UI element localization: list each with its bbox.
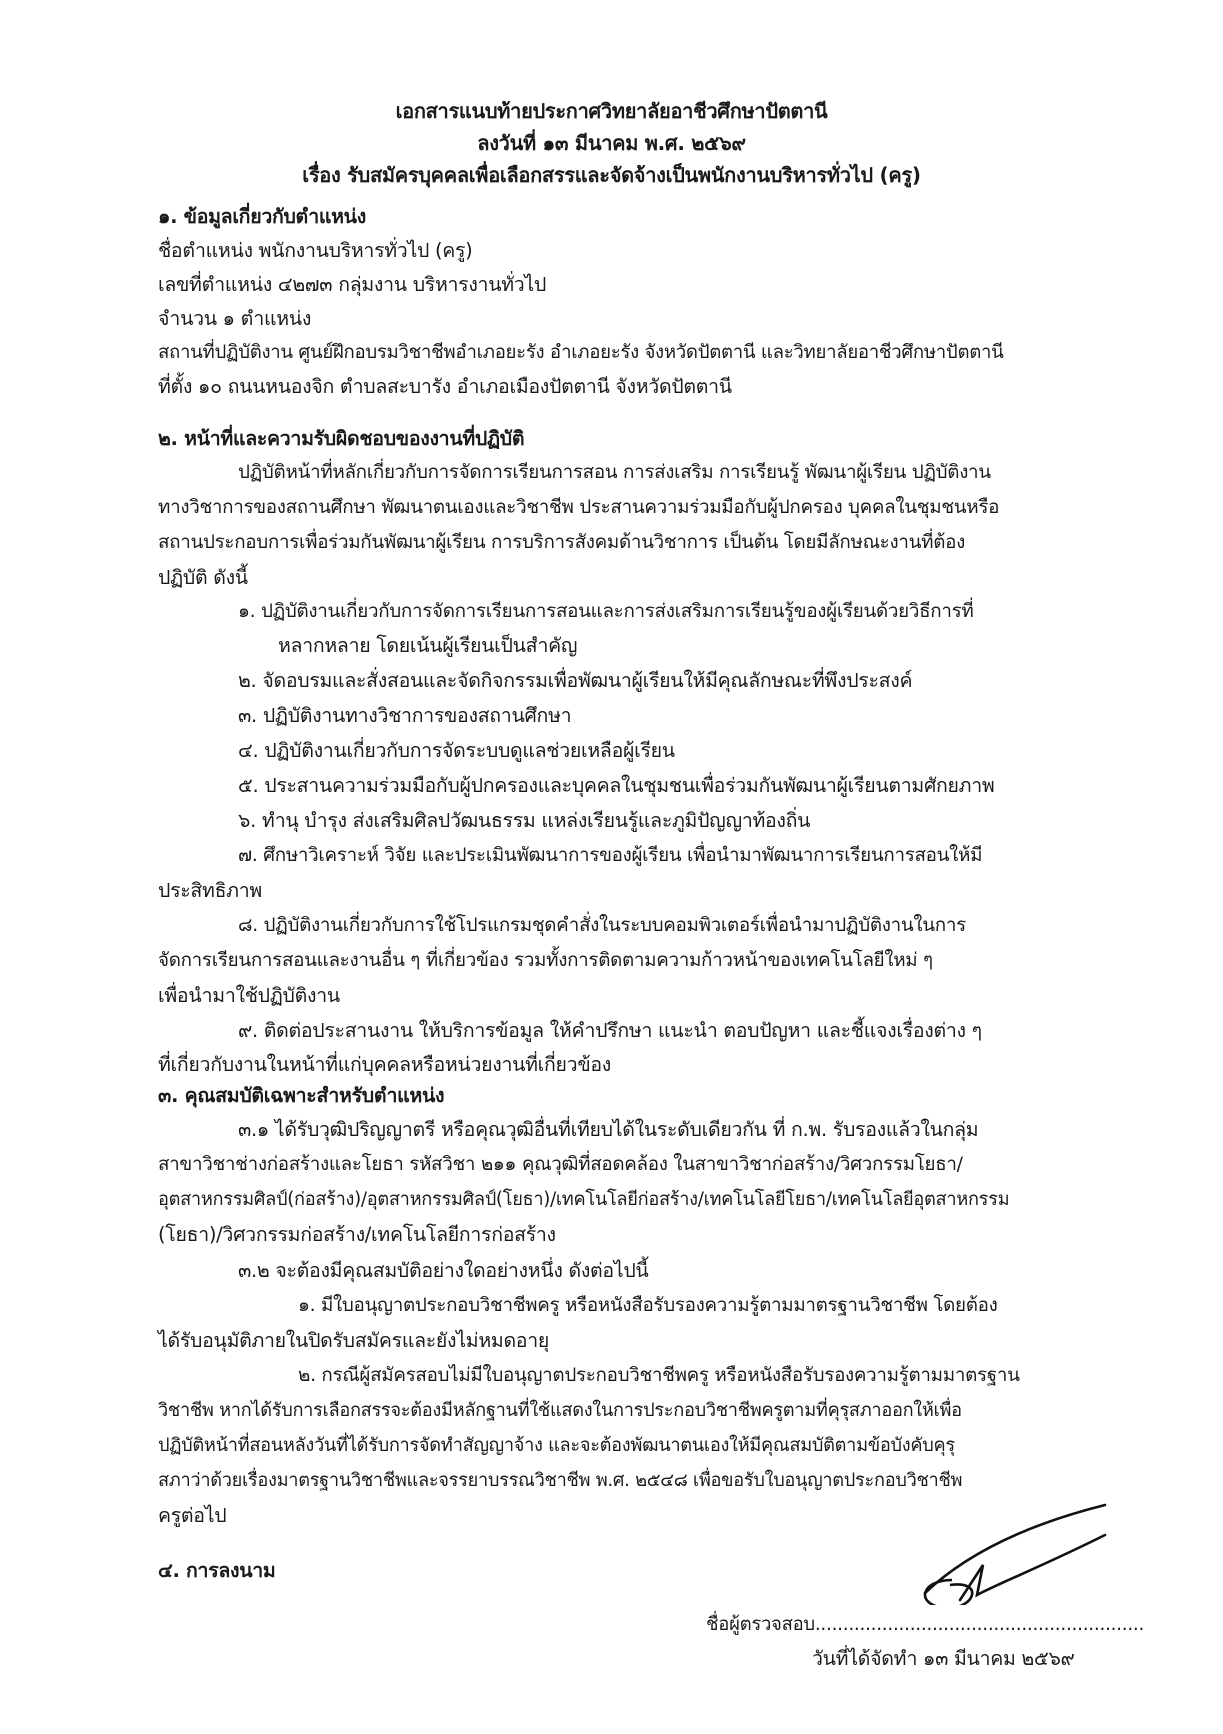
qualification-3-2-item2-cont4: ครูต่อไป xyxy=(158,1504,227,1527)
qualification-3-2-item2-cont2: ปฏิบัติหน้าที่สอนหลังวันที่ได้รับการจัดทำสัญญาจ้าง และจะต้องพัฒนาตนเองให้มีคุณสมบัติตามข้อบังคับคุรุ xyxy=(158,1435,955,1456)
doc-date: ลงวันที่ ๑๓ มีนาคม พ.ศ. ๒๕๖๙ xyxy=(477,131,746,155)
workplace-line1: สถานที่ปฏิบัติงาน ศูนย์ฝึกอบรมวิชาชีพอำเภอยะรัง อำเภอยะรัง จังหวัดปัตตานี และวิทยาลัยอาชีวศึกษาปัตตานี xyxy=(158,342,1004,363)
section3-heading: ๓. คุณสมบัติเฉพาะสำหรับตำแหน่ง xyxy=(158,1084,445,1107)
qualification-3-2-item2-cont3: สภาว่าด้วยเรื่องมาตรฐานวิชาชีพและจรรยาบรรณวิชาชีพ พ.ศ. ๒๕๔๘ เพื่อขอรับใบอนุญาตประกอบวิชาชีพ xyxy=(158,1470,963,1491)
duty-item-9: ๙. ติดต่อประสานงาน ให้บริการข้อมูล ให้คำปรึกษา แนะนำ ตอบปัญหา และชี้แจงเรื่องต่าง ๆ xyxy=(238,1019,982,1042)
qualification-3-1: ๓.๑ ได้รับวุฒิปริญญาตรี หรือคุณวุฒิอื่นที่เทียบได้ในระดับเดียวกัน ที่ ก.พ. รับรองแล้วในกลุ่ม xyxy=(238,1118,979,1141)
duty-item-8: ๘. ปฏิบัติงานเกี่ยวกับการใช้โปรแกรมชุดคำสั่งในระบบคอมพิวเตอร์เพื่อนำมาปฏิบัติงานในการ xyxy=(238,915,966,936)
duty-item-2: ๒. จัดอบรมและสั่งสอนและจัดกิจกรรมเพื่อพัฒนาผู้เรียนให้มีคุณลักษณะที่พึงประสงค์ xyxy=(238,669,913,692)
position-name: ชื่อตำแหน่ง พนักงานบริหารทั่วไป (ครู) xyxy=(158,239,473,262)
section1-heading: ๑. ข้อมูลเกี่ยวกับตำแหน่ง xyxy=(158,205,366,228)
qualification-3-1-cont2: อุตสาหกรรมศิลป์(ก่อสร้าง)/อุตสาหกรรมศิลป์(โยธา)/เทคโนโลยีก่อสร้าง/เทคโนโลยีโยธา/เทคโนโลยีอุตสาหกรรม xyxy=(158,1189,1010,1210)
prepared-date: วันที่ได้จัดทำ ๑๓ มีนาคม ๒๕๖๙ xyxy=(812,1647,1075,1670)
section4-heading: ๔. การลงนาม xyxy=(158,1559,276,1582)
duty-item-6: ๖. ทำนุ บำรุง ส่งเสริมศิลปวัฒนธรรม แหล่งเรียนรู้และภูมิปัญญาท้องถิ่น xyxy=(238,809,811,832)
section2-intro-line3: สถานประกอบการเพื่อร่วมกันพัฒนาผู้เรียน การบริการสังคมด้านวิชาการ เป็นต้น โดยมีลักษณะงานที่ต้อง xyxy=(158,532,965,553)
checker-signature-line: ชื่อผู้ตรวจสอบ........................................................... xyxy=(706,1614,1145,1635)
qualification-3-2-item2: ๒. กรณีผู้สมัครสอบไม่มีใบอนุญาตประกอบวิชาชีพครู หรือหนังสือรับรองความรู้ตามมาตรฐาน xyxy=(298,1365,1020,1386)
position-number: เลขที่ตำแหน่ง ๔๒๗๓ กลุ่มงาน บริหารงานทั่วไป xyxy=(158,273,547,296)
qualification-3-1-cont1: สาขาวิชาช่างก่อสร้างและโยธา รหัสวิชา ๒๑๑ คุณวุฒิที่สอดคล้อง ในสาขาวิชาก่อสร้าง/วิศวกรรมโยธา/ xyxy=(158,1154,963,1175)
doc-title: เอกสารแนบท้ายประกาศวิทยาลัยอาชีวศึกษาปัตตานี xyxy=(395,99,828,123)
duty-item-7-cont: ประสิทธิภาพ xyxy=(158,879,262,902)
qualification-3-2: ๓.๒ จะต้องมีคุณสมบัติอย่างใดอย่างหนึ่ง ดังต่อไปนี้ xyxy=(238,1259,649,1282)
section2-intro-line2: ทางวิชาการของสถานศึกษา พัฒนาตนเองและวิชาชีพ ประสานความร่วมมือกับผู้ปกครอง บุคคลในชุมชนหรือ xyxy=(158,497,1000,518)
doc-subject: เรื่อง รับสมัครบุคคลเพื่อเลือกสรรและจัดจ้างเป็นพนักงานบริหารทั่วไป (ครู) xyxy=(302,163,921,187)
workplace-line2: ที่ตั้ง ๑๐ ถนนหนองจิก ตำบลสะบารัง อำเภอเมืองปัตตานี จังหวัดปัตตานี xyxy=(158,375,732,398)
duty-item-5: ๕. ประสานความร่วมมือกับผู้ปกครองและบุคคลในชุมชนเพื่อร่วมกันพัฒนาผู้เรียนตามศักยภาพ xyxy=(238,774,995,797)
qualification-3-2-item1-cont: ได้รับอนุมัติภายในปิดรับสมัครและยังไม่หมดอายุ xyxy=(158,1329,549,1352)
duty-item-1: ๑. ปฏิบัติงานเกี่ยวกับการจัดการเรียนการสอนและการส่งเสริมการเรียนรู้ของผู้เรียนด้วยวิธีการที่ xyxy=(238,601,974,622)
qualification-3-2-item1: ๑. มีใบอนุญาตประกอบวิชาชีพครู หรือหนังสือรับรองความรู้ตามมาตรฐานวิชาชีพ โดยต้อง xyxy=(298,1295,998,1316)
duty-item-3: ๓. ปฏิบัติงานทางวิชาการของสถานศึกษา xyxy=(238,704,572,727)
section2-heading: ๒. หน้าที่และความรับผิดชอบของงานที่ปฏิบัติ xyxy=(158,427,525,450)
duty-item-8-cont2: เพื่อนำมาใช้ปฏิบัติงาน xyxy=(158,984,340,1007)
duty-item-8-cont1: จัดการเรียนการสอนและงานอื่น ๆ ที่เกี่ยวข้อง รวมทั้งการติดตามความก้าวหน้าของเทคโนโลยีใหม่ ๆ xyxy=(158,950,933,971)
qualification-3-2-item2-cont1: วิชาชีพ หากได้รับการเลือกสรรจะต้องมีหลักฐานที่ใช้แสดงในการประกอบวิชาชีพครูตามที่คุรุสภาออกให้เพื่อ xyxy=(158,1400,962,1421)
position-count: จำนวน ๑ ตำแหน่ง xyxy=(158,307,312,330)
duty-item-1-cont: หลากหลาย โดยเน้นผู้เรียนเป็นสำคัญ xyxy=(278,634,578,657)
duty-item-7: ๗. ศึกษาวิเคราะห์ วิจัย และประเมินพัฒนาการของผู้เรียน เพื่อนำมาพัฒนาการเรียนการสอนให้มี xyxy=(238,845,983,866)
qualification-3-1-cont3: (โยธา)/วิศวกรรมก่อสร้าง/เทคโนโลยีการก่อสร้าง xyxy=(158,1223,556,1246)
duty-item-4: ๔. ปฏิบัติงานเกี่ยวกับการจัดระบบดูแลช่วยเหลือผู้เรียน xyxy=(238,739,675,762)
section2-intro-line4: ปฏิบัติ ดังนี้ xyxy=(158,566,248,589)
signature-image xyxy=(915,1455,1115,1605)
duty-item-9-cont: ที่เกี่ยวกับงานในหน้าที่แก่บุคคลหรือหน่วยงานที่เกี่ยวข้อง xyxy=(158,1053,611,1076)
section2-intro-line1: ปฏิบัติหน้าที่หลักเกี่ยวกับการจัดการเรียนการสอน การส่งเสริม การเรียนรู้ พัฒนาผู้เรียน ปฏิบัติงาน xyxy=(238,462,991,483)
